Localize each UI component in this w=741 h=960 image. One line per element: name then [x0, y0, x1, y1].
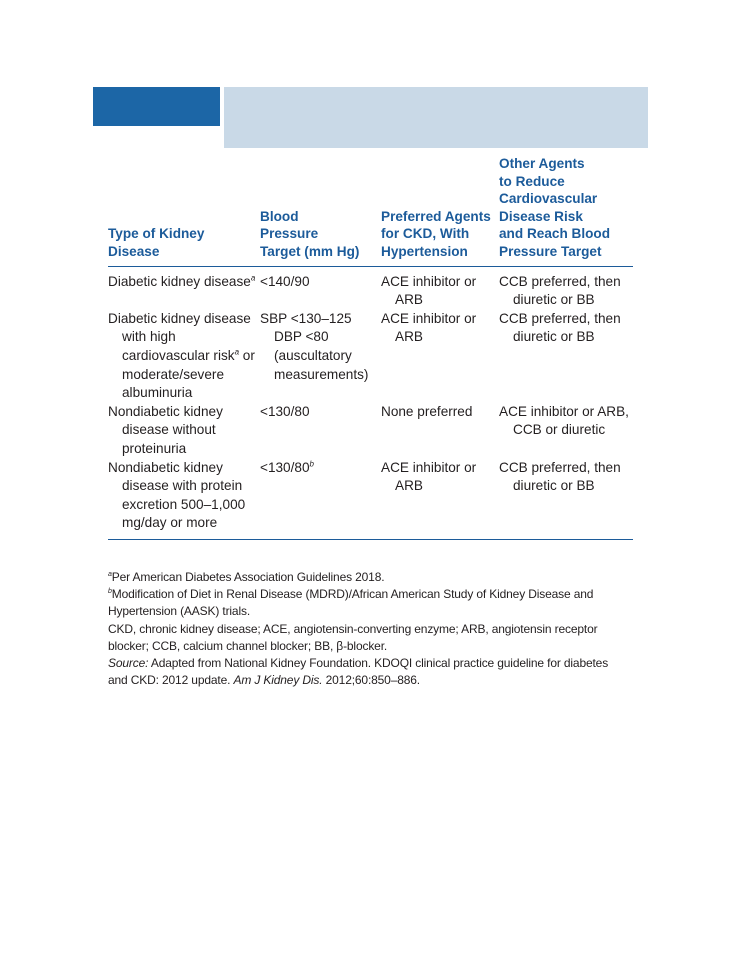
cell-bp-target: $<130/80^b$ [260, 459, 381, 540]
cell-preferred-agents: ACE inhibitor or ARB [381, 273, 477, 308]
table-row [108, 310, 633, 403]
header-kidney-disease-type: Type of Kidney Disease [108, 155, 260, 266]
bp-target-table-container [108, 155, 633, 540]
table-row [108, 266, 633, 310]
cell-bp-target: SBP <130–125 DBP <80 (auscultatory measurements) [260, 310, 369, 382]
cell-disease: Diabetic kidney disease with high cardiovascular risk$^a$ or moderate/severe albuminuria [108, 310, 255, 401]
cell-preferred-agents: None preferred [381, 403, 473, 419]
cell-other-agents: CCB preferred, then diuretic or BB [499, 310, 621, 345]
table-row [108, 459, 633, 540]
cell-bp-target: <140/90 [260, 273, 310, 289]
footnote-mark: b [309, 458, 314, 468]
cell-bp-target: <130/80 [260, 403, 310, 419]
header-title-band [224, 87, 648, 148]
cell-preferred-agents: ACE inhibitor or ARB [381, 459, 499, 540]
source-note: Source: Adapted from National Kidney Foundation. KDOQI clinical practice guideline for diabetes and CKD: 2012 update. Am J Kidney Dis. 2012;60:850–886. [108, 656, 609, 688]
cell-disease: Diabetic kidney disease$^a$ [108, 273, 256, 289]
header-bp-target: Blood Pressure Target (mm Hg) [260, 155, 381, 266]
abbreviations-note: CKD, chronic kidney disease; ACE, angiotensin-converting enzyme; ARB, angiotensin receptor blocker; CCB, calcium channel blocker; BB, β-blocker. [108, 621, 598, 653]
footnote-b: $^b$Modification of Diet in Renal Disease (MDRD)/African American Study of Kidney Disease and Hypertension (AASK) trials. [108, 587, 594, 619]
header-preferred-agents: Preferred Agents for CKD, With Hypertension [381, 155, 499, 266]
bp-target-table [108, 155, 633, 540]
table-footnotes [108, 569, 628, 689]
table-header-row [108, 155, 633, 266]
footnote-mark: a [250, 273, 256, 283]
cell-other-agents: CCB preferred, then diuretic or BB [499, 459, 633, 540]
cell-preferred-agents: ACE inhibitor or ARB [381, 310, 477, 345]
table-row [108, 403, 633, 459]
cell-other-agents: CCB preferred, then diuretic or BB [499, 273, 621, 308]
footnote-mark: a [234, 347, 240, 357]
cell-disease: Nondiabetic kidney disease without proteinuria [108, 403, 223, 456]
cell-other-agents: ACE inhibitor or ARB, CCB or diuretic [499, 403, 629, 438]
cell-disease: Nondiabetic kidney disease with protein excretion 500–1,000 mg/day or more [108, 459, 260, 540]
header-other-agents: Other Agents to Reduce Cardiovascular Disease Risk and Reach Blood Pressure Target [499, 155, 633, 266]
header-tab-block [93, 87, 220, 126]
footnote-a: $^a$Per American Diabetes Association Guidelines 2018. [108, 570, 385, 584]
